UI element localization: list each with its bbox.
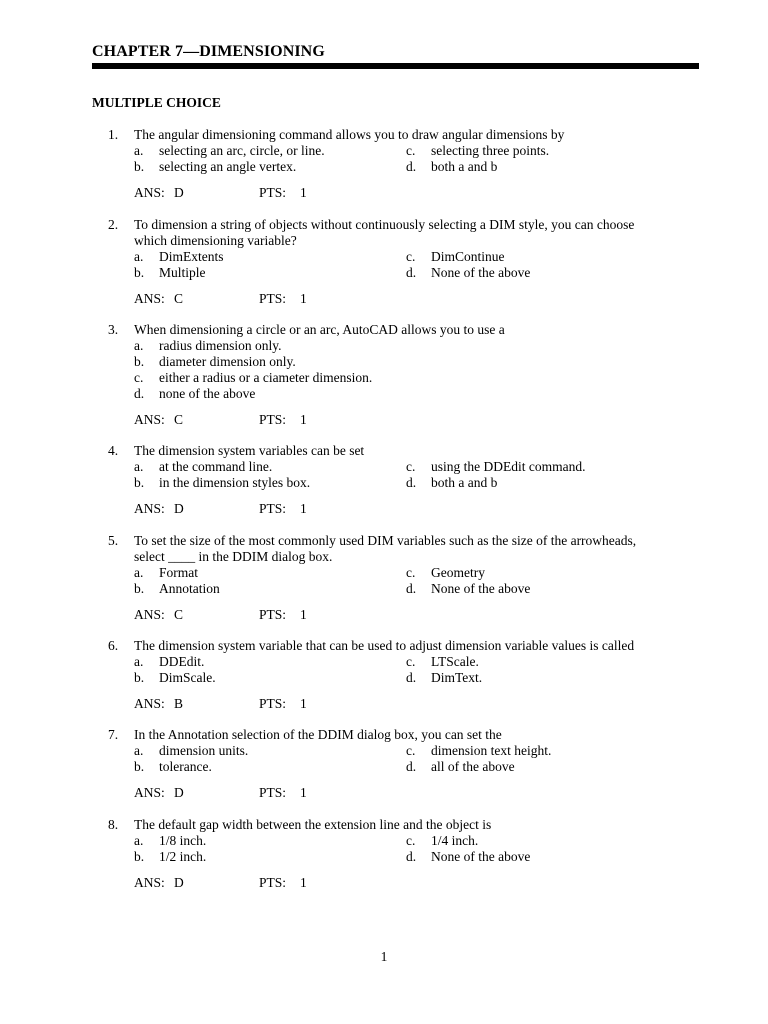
choice-letter: c. (134, 370, 144, 385)
question-text (134, 727, 674, 743)
answer-label: ANS: (134, 291, 165, 306)
choice-text: None of the above (431, 265, 531, 280)
choice-letter: a. (134, 459, 144, 474)
answer-value: D (174, 875, 184, 890)
question-text (134, 217, 674, 249)
choice-list (134, 654, 768, 686)
choice-b (134, 849, 394, 865)
choice-text: Multiple (159, 265, 206, 280)
choice-letter: c. (406, 654, 416, 669)
answer-value: C (174, 607, 184, 622)
choice-letter: d. (406, 581, 417, 596)
choice-letter: a. (134, 249, 144, 264)
points-value: 1 (300, 291, 307, 306)
points-label: PTS: (259, 785, 287, 800)
title-rule (92, 63, 699, 69)
points-value: 1 (300, 875, 307, 890)
points-value: 1 (300, 501, 307, 516)
choice-text: 1/2 inch. (159, 849, 207, 864)
choice-text: DDEdit. (159, 654, 205, 669)
question-number: 2. (108, 217, 119, 232)
choice-letter: c. (406, 743, 416, 758)
choice-d (406, 159, 666, 175)
choice-letter: b. (134, 475, 145, 490)
choice-text: both a and b (431, 159, 498, 174)
answer-line (134, 185, 768, 201)
choice-text: None of the above (431, 849, 531, 864)
question-text (134, 817, 674, 833)
answer-value: B (174, 696, 184, 711)
choice-letter: d. (134, 386, 145, 401)
choice-text: Format (159, 565, 198, 580)
answer-label: ANS: (134, 785, 165, 800)
choice-text: LTScale. (431, 654, 479, 669)
points-label: PTS: (259, 607, 287, 622)
choice-b (134, 159, 394, 175)
choice-text: DimContinue (431, 249, 505, 264)
choice-letter: b. (134, 670, 145, 685)
points-label: PTS: (259, 501, 287, 516)
choice-a (134, 249, 394, 265)
choice-letter: c. (406, 565, 416, 580)
points-label: PTS: (259, 412, 287, 427)
choice-letter: b. (134, 581, 145, 596)
question-number: 8. (108, 817, 119, 832)
question-number: 3. (108, 322, 119, 337)
choice-list (134, 459, 768, 491)
choice-text: selecting three points. (431, 143, 550, 158)
choice-text: selecting an arc, circle, or line. (159, 143, 325, 158)
question-number: 4. (108, 443, 119, 458)
choice-text: 1/4 inch. (431, 833, 479, 848)
question-7 (0, 727, 768, 801)
choice-letter: b. (134, 759, 145, 774)
points-label: PTS: (259, 875, 287, 890)
points-value: 1 (300, 607, 307, 622)
choice-b (134, 581, 394, 597)
question-text-line: The dimension system variable that can be used to adjust dimension variable values is called (134, 638, 635, 653)
answer-value: D (174, 785, 184, 800)
choice-c (406, 743, 666, 759)
choice-list (134, 249, 768, 281)
answer-value: D (174, 185, 184, 200)
choice-letter: d. (406, 475, 417, 490)
choice-letter: b. (134, 354, 145, 369)
choice-text: using the DDEdit command. (431, 459, 586, 474)
choice-text: DimExtents (159, 249, 224, 264)
choice-text: Geometry (431, 565, 485, 580)
choice-d (406, 475, 666, 491)
answer-value: C (174, 291, 184, 306)
choice-text: DimText. (431, 670, 483, 685)
question-5 (0, 533, 768, 623)
section-heading: MULTIPLE CHOICE (92, 95, 221, 110)
choice-c (406, 143, 666, 159)
answer-line (134, 875, 768, 891)
choice-text: diameter dimension only. (159, 354, 296, 369)
choice-text: both a and b (431, 475, 498, 490)
points-label: PTS: (259, 185, 287, 200)
choice-text: dimension text height. (431, 743, 552, 758)
choice-text: radius dimension only. (159, 338, 282, 353)
choice-list (134, 833, 768, 865)
question-text (134, 533, 674, 565)
answer-label: ANS: (134, 875, 165, 890)
page-number: 1 (380, 949, 388, 964)
question-text-line: The dimension system variables can be set (134, 443, 365, 458)
choice-text: either a radius or a ciameter dimension. (159, 370, 373, 385)
choice-letter: c. (406, 143, 416, 158)
choice-b (134, 354, 768, 370)
question-text-line: select ____ in the DDIM dialog box. (134, 549, 333, 564)
choice-d (406, 581, 666, 597)
question-4 (0, 443, 768, 517)
choice-c (406, 833, 666, 849)
choice-d (406, 265, 666, 281)
choice-a (134, 459, 394, 475)
answer-line (134, 785, 768, 801)
answer-label: ANS: (134, 185, 165, 200)
question-number: 1. (108, 127, 119, 142)
choice-b (134, 759, 394, 775)
choice-letter: d. (406, 670, 417, 685)
points-value: 1 (300, 785, 307, 800)
choice-text: dimension units. (159, 743, 249, 758)
answer-line (134, 412, 768, 428)
choice-letter: d. (406, 159, 417, 174)
question-text (134, 322, 674, 338)
answer-line (134, 501, 768, 517)
choice-letter: c. (406, 249, 416, 264)
question-number: 7. (108, 727, 119, 742)
choice-text: selecting an angle vertex. (159, 159, 297, 174)
choice-letter: a. (134, 143, 144, 158)
question-number: 6. (108, 638, 119, 653)
question-3 (0, 322, 768, 428)
points-value: 1 (300, 696, 307, 711)
question-text (134, 443, 674, 459)
choice-a (134, 338, 768, 354)
answer-label: ANS: (134, 412, 165, 427)
question-8 (0, 817, 768, 891)
choice-list (134, 743, 768, 775)
answer-line (134, 696, 768, 712)
chapter-title: CHAPTER 7—DIMENSIONING (92, 43, 325, 60)
choice-letter: a. (134, 654, 144, 669)
choice-letter: b. (134, 265, 145, 280)
points-label: PTS: (259, 696, 287, 711)
question-text-line: To set the size of the most commonly used DIM variables such as the size of the arrowheads, (134, 533, 637, 548)
choice-letter: d. (406, 849, 417, 864)
answer-value: C (174, 412, 184, 427)
choice-a (134, 143, 394, 159)
answer-line (134, 291, 768, 307)
question-text (134, 638, 674, 654)
choice-c (406, 459, 666, 475)
question-text-line: The angular dimensioning command allows you to draw angular dimensions by (134, 127, 565, 142)
choice-text: tolerance. (159, 759, 212, 774)
choice-d (406, 670, 666, 686)
answer-line (134, 607, 768, 623)
question-2 (0, 217, 768, 307)
choice-b (134, 670, 394, 686)
choice-letter: c. (406, 833, 416, 848)
choice-a (134, 565, 394, 581)
question-text-line: In the Annotation selection of the DDIM dialog box, you can set the (134, 727, 502, 742)
points-value: 1 (300, 185, 307, 200)
choice-list (134, 143, 768, 175)
answer-label: ANS: (134, 696, 165, 711)
choice-a (134, 743, 394, 759)
choice-letter: a. (134, 338, 144, 353)
choice-text: 1/8 inch. (159, 833, 207, 848)
question-text-line: When dimensioning a circle or an arc, AutoCAD allows you to use a (134, 322, 505, 337)
choice-letter: b. (134, 849, 145, 864)
answer-value: D (174, 501, 184, 516)
choice-b (134, 475, 394, 491)
choice-letter: a. (134, 743, 144, 758)
choice-letter: c. (406, 459, 416, 474)
choice-d (406, 759, 666, 775)
choice-a (134, 833, 394, 849)
choice-d (406, 849, 666, 865)
question-text-line: To dimension a string of objects without continuously selecting a DIM style, you can choose (134, 217, 635, 232)
question-6 (0, 638, 768, 712)
choice-text: all of the above (431, 759, 515, 774)
choice-letter: a. (134, 565, 144, 580)
choice-letter: b. (134, 159, 145, 174)
choice-c (406, 565, 666, 581)
choice-text: DimScale. (159, 670, 216, 685)
question-text-line: The default gap width between the extension line and the object is (134, 817, 492, 832)
choice-a (134, 654, 394, 670)
question-1 (0, 127, 768, 201)
choice-c (134, 370, 768, 386)
question-text (134, 127, 674, 143)
choice-letter: d. (406, 759, 417, 774)
choice-letter: a. (134, 833, 144, 848)
choice-list (134, 565, 768, 597)
choice-text: in the dimension styles box. (159, 475, 311, 490)
choice-d (134, 386, 768, 402)
choice-text: Annotation (159, 581, 220, 596)
choice-letter: d. (406, 265, 417, 280)
choice-text: none of the above (159, 386, 256, 401)
points-label: PTS: (259, 291, 287, 306)
choice-c (406, 249, 666, 265)
points-value: 1 (300, 412, 307, 427)
question-number: 5. (108, 533, 119, 548)
answer-label: ANS: (134, 501, 165, 516)
choice-b (134, 265, 394, 281)
question-text-line: which dimensioning variable? (134, 233, 297, 248)
choice-list (134, 338, 768, 402)
choice-text: at the command line. (159, 459, 273, 474)
choice-c (406, 654, 666, 670)
choice-text: None of the above (431, 581, 531, 596)
answer-label: ANS: (134, 607, 165, 622)
